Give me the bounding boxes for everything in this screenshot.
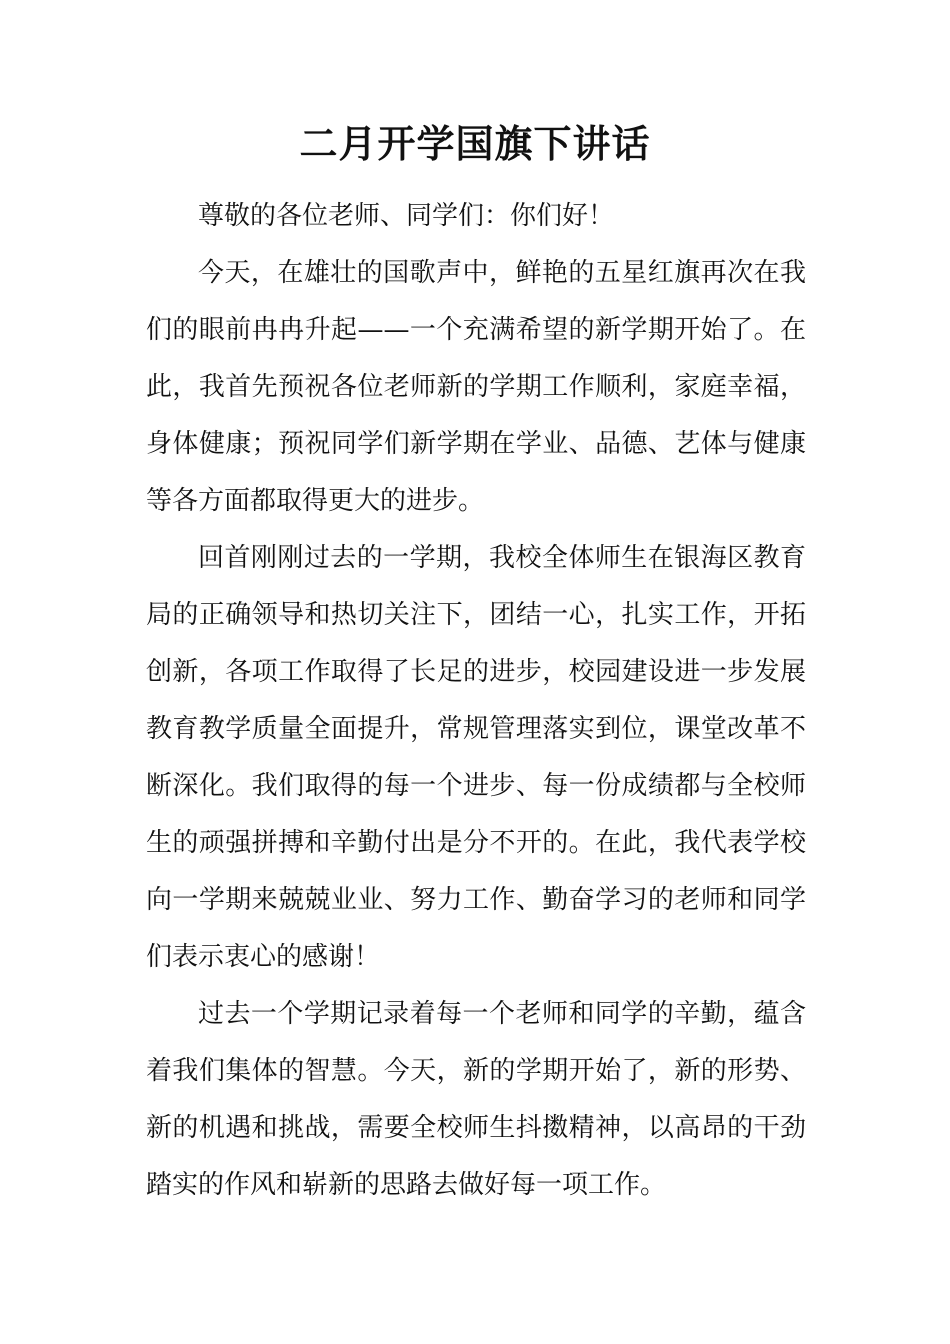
greeting-paragraph: 尊敬的各位老师、同学们：你们好！ — [198, 201, 615, 231]
body-paragraph: 回首刚刚过去的一学期，我校全体师生在银海区教育局的正确领导和热切关注下，团结一心，扎实工作，开拓创新，各项工作取得了长足的进步，校园建设进一步发展教育教学质量全面提升，常规管理落实到位，课堂改革不断深化。我们取得的每一个进步、每一份成绩都与全校师生的顽强拼搏和辛勤付出是分不开的。在此，我代表学校向一学期来兢兢业业、努力工作、勤奋学习的老师和同学们表示衷心的感谢！ — [146, 543, 806, 972]
body-paragraph: 过去一个学期记录着每一个老师和同学的辛勤，蕴含着我们集体的智慧。今天，新的学期开始了，新的形势、新的机遇和挑战，需要全校师生抖擞精神，以高昂的干劲踏实的作风和崭新的思路去做好每一项工作。 — [146, 999, 806, 1200]
body-paragraph: 今天，在雄壮的国歌声中，鲜艳的五星红旗再次在我们的眼前冉冉升起——一个充满希望的新学期开始了。在此，我首先预祝各位老师新的学期工作顺利，家庭幸福，身体健康；预祝同学们新学期在学业、品德、艺体与健康等各方面都取得更大的进步。 — [146, 258, 806, 516]
document-body — [146, 188, 806, 1214]
document-title: 二月开学国旗下讲话 — [299, 122, 651, 166]
